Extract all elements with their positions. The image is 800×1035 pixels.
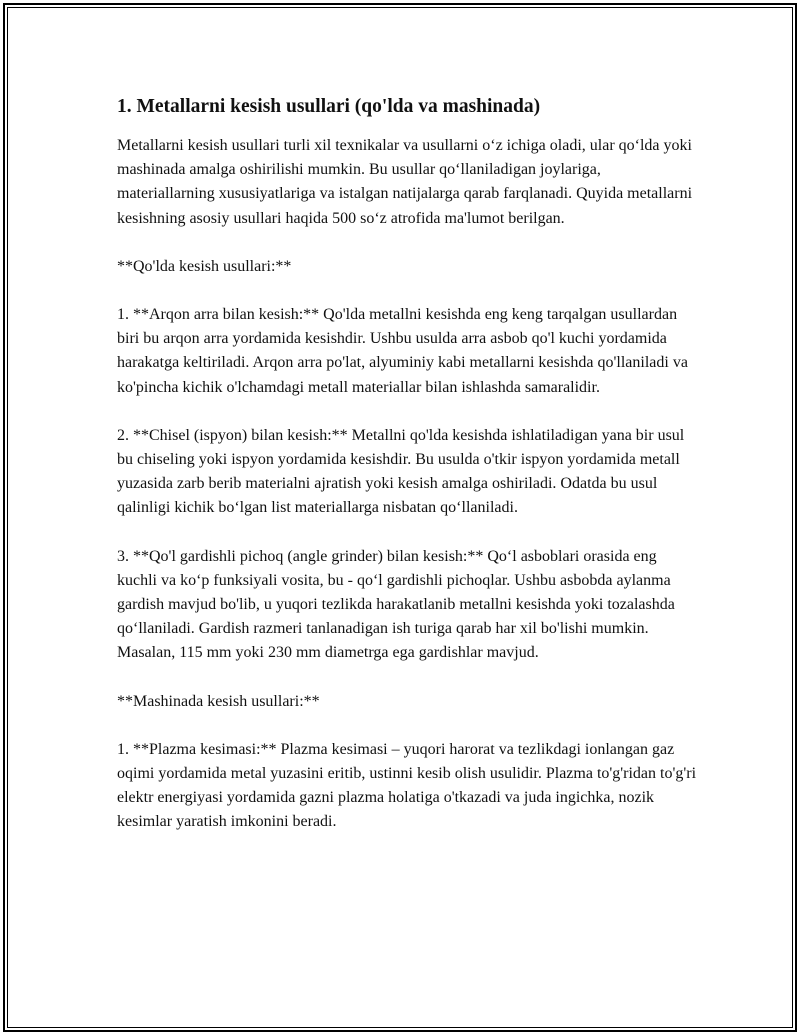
paragraph-manual-grinder: 3. **Qo'l gardishli pichoq (angle grinder) bilan kesish:** Qoʻl asboblari orasida eng kuchli va koʻp funksiyali vosita, bu - qoʻl gardishli pichoqlar. Ushbu asbobda aylanma gardish mavjud bo'lib, u yuqori tezlikda harakatlanib metallni kesishda yoki tozalashda qoʻllaniladi. Gardish razmeri tanlanadigan ish turiga qarab har xil bo'lishi mumkin. Masalan, 115 mm yoki 230 mm diametrga ega gardishlar mavjud.	[117, 547, 675, 662]
intro-paragraph: Metallarni kesish usullari turli xil texnikalar va usullarni oʻz ichiga oladi, ular qoʻlda yoki mashinada amalga oshirilishi mumkin. Bu usullar qoʻllaniladigan joylariga, materiallarning xususiyatlariga va istalgan natijalarga qarab farqlanadi. Quyida metallarni kesishning asosiy usullari haqida 500 soʻz atrofida ma'lumot berilgan.	[117, 137, 693, 227]
paragraph-manual-chisel: 2. **Chisel (ispyon) bilan kesish:** Metallni qo'lda kesishda ishlatiladigan yana bir usul bu chiseling yoki ispyon yordamida kesishdir. Bu usulda o'tkir ispyon yordamida metall yuzasida zarb berib materialni ajratish yoki kesish amalga oshiriladi. Odatda bu usul qalinligi kichik boʻlgan list materiallarga nisbatan qoʻllaniladi.	[117, 426, 685, 517]
section-heading-machine: **Mashinada kesish usullari:**	[117, 692, 320, 710]
section-heading-manual: **Qo'lda kesish usullari:**	[117, 257, 292, 275]
paragraph-manual-saw: 1. **Arqon arra bilan kesish:** Qo'lda metallni kesishda eng keng tarqalgan usullardan biri bu arqon arra yordamida kesishdir. Ushbu usulda arra asbob qo'l kuchi yordamida harakatga keltiriladi. Arqon arra po'lat, alyuminiy kabi metallarni kesishda qo'llaniladi va ko'pincha kichik o'lchamdagi metall materiallar bilan ishlashda samaralidir.	[117, 306, 688, 396]
document-body	[117, 94, 697, 859]
paragraph-machine-plasma: 1. **Plazma kesimasi:** Plazma kesimasi – yuqori harorat va tezlikdagi ionlangan gaz oqimi yordamida metal yuzasini eritib, ustinni kesib olish usulidir. Plazma to'g'ridan to'g'ri elektr energiyasi yordamida gazni plazma holatiga o'tkazadi va juda ingichka, nozik kesimlar yaratish imkonini beradi.	[117, 740, 697, 831]
document-title: 1. Metallarni kesish usullari (qo'lda va mashinada)	[117, 96, 541, 117]
